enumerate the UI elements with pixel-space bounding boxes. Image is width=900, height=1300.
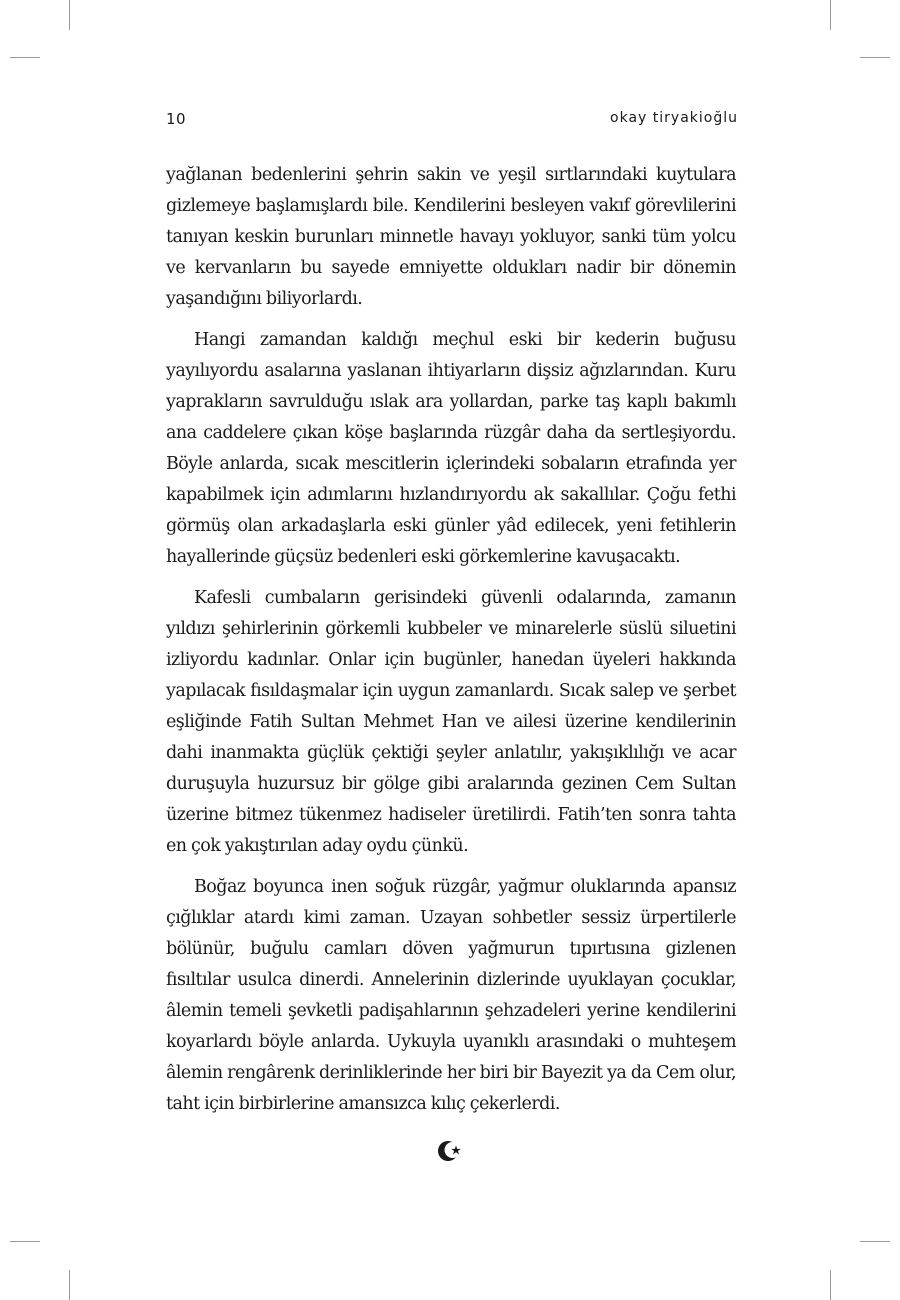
- crop-mark-bottom-right-horizontal: [860, 1241, 890, 1242]
- page-number: 10: [166, 110, 187, 128]
- crop-mark-bottom-left-vertical: [69, 1270, 70, 1300]
- running-head-author: okay tiryakioğlu: [610, 110, 738, 126]
- crescent-star-icon: [437, 1138, 463, 1169]
- paragraph: Boğaz boyunca inen soğuk rüzgâr, yağmur oluklarında apansız çığlıklar atardı kimi zaman. Uzayan sohbetler sessiz ürpertilerle bölünür, buğulu camları döven yağmurun tıpırtısına gizlenen fısıltılar usulca dinerdi. Annelerinin dizlerinde uyuklayan çocuklar, âlemin temeli şevketli padişahlarının şehzadeleri yerine kendilerini koyarlardı böyle anlarda. Uykuyla uyanıklı arasındaki o muhteşem âlemin rengârenk derinliklerinde her biri bir Bayezit ya da Cem olur, taht için birbirlerine amansızca kılıç çekerlerdi.: [166, 877, 736, 1114]
- crop-mark-top-left-horizontal: [10, 57, 40, 58]
- body-text: [166, 160, 736, 1130]
- paragraph: Hangi zamandan kaldığı meçhul eski bir kederin buğusu yayılıyordu asalarına yaslanan ihtiyarların dişsiz ağızlarından. Kuru yaprakların savrulduğu ıslak ara yollardan, parke taş kaplı bakımlı ana caddelere çıkan köşe başlarında rüzgâr daha da sertleşiyordu. Böyle anlarda, sıcak mescitlerin içlerindeki sobaların etrafında yer kapabilmek için adımlarını hızlandırıyordu ak sakallılar. Çoğu fethi görmüş olan arkadaşlarla eski günler yâd edilecek, yeni fetihlerin hayallerinde güçsüz bedenleri eski görkemlerine kavuşacaktı.: [166, 330, 736, 567]
- crop-mark-top-right-horizontal: [860, 57, 890, 58]
- crop-mark-top-right-vertical: [830, 0, 831, 30]
- paragraph: yağlanan bedenlerini şehrin sakin ve yeşil sırtlarındaki kuytulara gizlemeye başlamışlardı bile. Kendilerini besleyen vakıf görevlilerini tanıyan keskin burunları minnetle havayı yokluyor, sanki tüm yolcu ve kervanların bu sayede emniyette oldukları nadir bir dönemin yaşandığını biliyorlardı.: [166, 165, 736, 309]
- crop-mark-bottom-right-vertical: [830, 1270, 831, 1300]
- paragraph: Kafesli cumbaların gerisindeki güvenli odalarında, zamanın yıldızı şehirlerinin görkemli kubbeler ve minarelerle süslü siluetini izliyordu kadınlar. Onlar için bugünler, hanedan üyeleri hakkında yapılacak fısıldaşmalar için uygun zamanlardı. Sıcak salep ve şerbet eşliğinde Fatih Sultan Mehmet Han ve ailesi üzerine kendilerinin dahi inanmakta güçlük çektiği şeyler anlatılır, yakışıklılığı ve acar duruşuyla huzursuz bir gölge gibi aralarında gezinen Cem Sultan üzerine bitmez tükenmez hadiseler üretilirdi. Fatih’ten sonra tahta en çok yakıştırılan aday oydu çünkü.: [166, 588, 736, 856]
- crop-mark-top-left-vertical: [69, 0, 70, 30]
- crop-mark-bottom-left-horizontal: [10, 1241, 40, 1242]
